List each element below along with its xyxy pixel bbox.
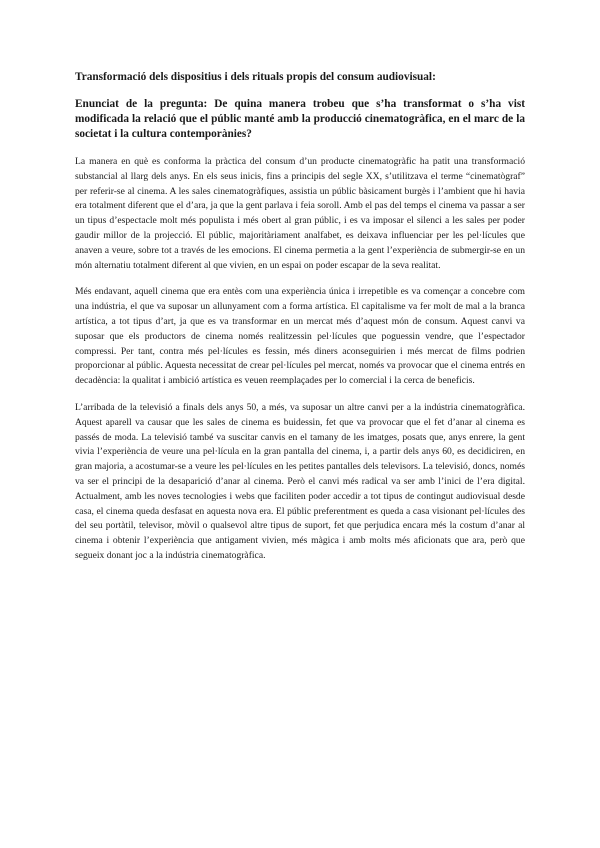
body-paragraph-1: La manera en què es conforma la pràctica del consum d’un producte cinematogràfic ha patit una transformació substancial al llarg dels anys. En els seus inicis, fins a principis del segle XX, s’utilitzava el terme “cinematògraf” per referir-se al cinema. A les sales cinematogràfiques, assistia un públic bàsicament burgès i l’ambient que hi havia era totalment diferent que el d’ara, ja que la gent parlava i feia soroll. Amb el pas del temps el cinema va passar a ser un tipus d’espectacle molt més populista i més obert al gran públic, i es va imposar el silenci a les sales per poder gaudir millor de la projecció. El públic, majoritàriament analfabet, es deixava influenciar per les pel·lícules que anaven a veure, sobre tot a través de les emocions. El cinema permetia a la gent l’experiència de submergir-se en un món alternatiu totalment diferent al que vivien, en un espai on poder escapar de la seva realitat. bbox=[75, 156, 525, 271]
body-paragraph-2: Més endavant, aquell cinema que era entès com una experiència única i irrepetible es va començar a concebre com una indústria, el que va suposar un allunyament com a forma artística. El capitalisme va fer molt de mal a la branca artística, a tot tipus d’art, ja que es va transformar en un mercat més d’aquest món de consum. Aquest canvi va suposar que els productors de cinema només realitzessin pel·lícules que poguessin vendre, que l’espectador compressi. Per tant, contra més pel·lícules es fessin, més diners aconseguirien i més mercat de films podrien proporcionar al públic. Aquesta necessitat de crear pel·lícules pel mercat, només va provocar que el cinema entrés en decadència: la qualitat i ambició artística es veuen reemplaçades per lo comercial i la cerca de beneficis. bbox=[75, 286, 525, 387]
document-title: Transformació dels dispositius i dels rituals propis del consum audiovisual: bbox=[75, 71, 436, 83]
body-paragraph-3: L’arribada de la televisió a finals dels anys 50, a més, va suposar un altre canvi per a la indústria cinematogràfica. Aquest aparell va causar que les sales de cinema es buidessin, fet que va provocar que el fet d’anar al cinema es passés de moda. La televisió també va suscitar canvis en el tamany de les imatges, posats que, anys enrere, la gent vivia l’experiència de veure una pel·lícula en la gran pantalla del cinema, i, a partir dels anys 60, es decidiciren, en gran majoria, a acostumar-se a veure les pel·lícules en les petites pantalles dels televisors. La televisió, doncs, només va ser el principi de la desaparició d’anar al cinema. Però el canvi més radical va ser amb l’inici de l’era digital. Actualment, amb les noves tecnologies i webs que faciliten poder accedir a tot tipus de contingut audiovisual desde casa, el cinema queda desfasat en aquesta nova era. El públic preferentment es queda a casa visionant pel·lícules des del seu portàtil, televisor, mòvil o qualsevol altre tipus de suport, fet que perjudica encara més la costum d’anar al cinema i obtenir l’experiència que antigament vivien, més màgica i amb molts més aficionats que ara, però que segueix donant joc a la indústria cinematogràfica. bbox=[75, 401, 525, 561]
question-statement: Enunciat de la pregunta: De quina manera trobeu que s’ha transformat o s’ha vist modificada la relació que el públic manté amb la producció cinematogràfica, en el marc de la societat i la cultura contemporànies? bbox=[75, 98, 525, 140]
